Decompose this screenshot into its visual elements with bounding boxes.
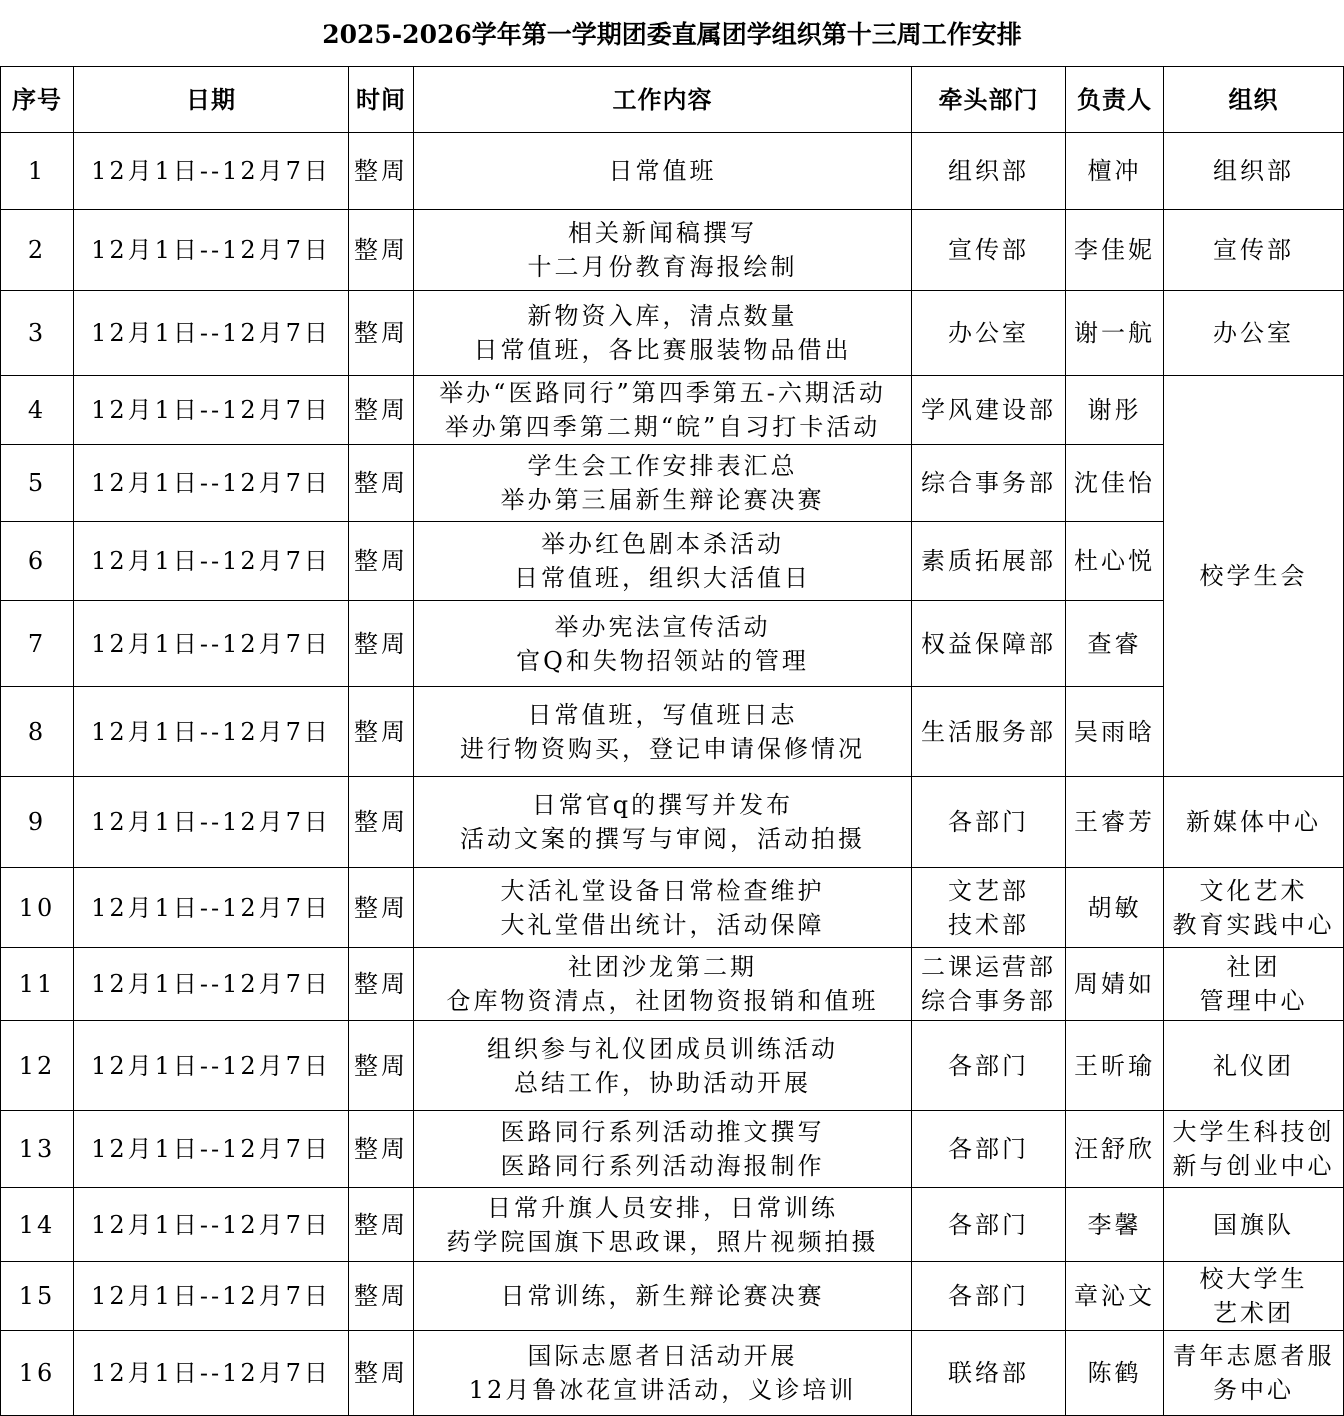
row-index: 13 xyxy=(1,1111,74,1188)
row-index: 5 xyxy=(1,445,74,522)
header-time: 时间 xyxy=(349,67,414,133)
row-dept xyxy=(912,1021,1066,1111)
table-row xyxy=(1,687,1344,777)
row-dept xyxy=(912,210,1066,291)
header-dept: 牵头部门 xyxy=(912,67,1066,133)
row-time: 整周 xyxy=(349,1021,414,1111)
row-content xyxy=(414,868,912,948)
row-dept-line: 各部门 xyxy=(948,1051,1029,1080)
row-org-line: 大学生科技创 xyxy=(1172,1118,1335,1146)
row-content xyxy=(414,1331,912,1416)
row-time: 整周 xyxy=(349,601,414,687)
row-org xyxy=(1164,948,1344,1021)
row-org-line: 校大学生 xyxy=(1199,1265,1308,1293)
row-org xyxy=(1164,210,1344,291)
row-time: 整周 xyxy=(349,1188,414,1262)
row-date: 12月1日--12月7日 xyxy=(74,210,349,291)
header-org: 组织 xyxy=(1164,67,1344,133)
row-content xyxy=(414,210,912,291)
table-row xyxy=(1,291,1344,376)
row-dept-line: 联络部 xyxy=(948,1359,1029,1387)
row-content xyxy=(414,601,912,687)
row-content xyxy=(414,445,912,522)
row-content-line: 日常值班 xyxy=(608,157,717,185)
row-org-line: 办公室 xyxy=(1213,319,1294,347)
row-person: 汪舒欣 xyxy=(1066,1111,1164,1188)
row-content xyxy=(414,687,912,777)
table-row xyxy=(1,1111,1344,1188)
row-date: 12月1日--12月7日 xyxy=(74,601,349,687)
row-time: 整周 xyxy=(349,948,414,1021)
table-row xyxy=(1,948,1344,1021)
row-dept xyxy=(912,868,1066,948)
row-dept-line: 权益保障部 xyxy=(921,629,1056,658)
schedule-table xyxy=(0,66,1344,1416)
row-org-line: 务中心 xyxy=(1213,1376,1294,1404)
row-date: 12月1日--12月7日 xyxy=(74,1021,349,1111)
row-dept-line: 技术部 xyxy=(948,910,1029,939)
row-org-line: 艺术团 xyxy=(1213,1299,1294,1327)
row-dept xyxy=(912,291,1066,376)
row-person: 周婧如 xyxy=(1066,948,1164,1021)
row-person: 李馨 xyxy=(1066,1188,1164,1262)
row-content xyxy=(414,777,912,868)
row-person: 谢彤 xyxy=(1066,376,1164,445)
row-date: 12月1日--12月7日 xyxy=(74,777,349,868)
row-content-line: 十二月份教育海报绘制 xyxy=(527,253,798,281)
row-index: 6 xyxy=(1,522,74,601)
row-org-line: 组织部 xyxy=(1213,157,1294,185)
row-time: 整周 xyxy=(349,1111,414,1188)
row-content-line: 举办第四季第二期“皖”自习打卡活动 xyxy=(444,413,881,441)
row-content-line: 相关新闻稿撰写 xyxy=(568,219,757,247)
row-dept xyxy=(912,1188,1066,1262)
row-content-line: 日常值班，各比赛服装物品借出 xyxy=(473,336,852,364)
row-org xyxy=(1164,133,1344,210)
row-content-line: 医路同行系列活动海报制作 xyxy=(500,1152,825,1180)
row-content xyxy=(414,522,912,601)
row-index: 7 xyxy=(1,601,74,687)
row-content-line: 日常值班，写值班日志 xyxy=(527,700,798,729)
row-org xyxy=(1164,291,1344,376)
row-org-line: 国旗队 xyxy=(1213,1210,1294,1239)
row-org xyxy=(1164,1262,1344,1331)
row-org-line: 文化艺术 xyxy=(1199,876,1308,905)
table-row xyxy=(1,376,1344,445)
row-time: 整周 xyxy=(349,1331,414,1416)
header-person: 负责人 xyxy=(1066,67,1164,133)
row-person: 檀冲 xyxy=(1066,133,1164,210)
row-dept-line: 生活服务部 xyxy=(921,717,1056,746)
row-org-line: 教育实践中心 xyxy=(1172,910,1335,939)
row-person: 谢一航 xyxy=(1066,291,1164,376)
row-content-line: 新物资入库，清点数量 xyxy=(527,302,798,330)
row-index: 15 xyxy=(1,1262,74,1331)
row-org-line: 青年志愿者服 xyxy=(1172,1342,1335,1370)
header-row xyxy=(1,67,1344,133)
row-time: 整周 xyxy=(349,868,414,948)
row-content-line: 仓库物资清点，社团物资报销和值班 xyxy=(446,987,879,1015)
row-date: 12月1日--12月7日 xyxy=(74,1331,349,1416)
row-index: 14 xyxy=(1,1188,74,1262)
row-person: 陈鹤 xyxy=(1066,1331,1164,1416)
row-content-line: 日常升旗人员安排，日常训练 xyxy=(487,1193,838,1222)
row-time: 整周 xyxy=(349,133,414,210)
table-row xyxy=(1,445,1344,522)
row-index: 16 xyxy=(1,1331,74,1416)
row-dept xyxy=(912,777,1066,868)
row-person: 王昕瑜 xyxy=(1066,1021,1164,1111)
row-content-line: 学生会工作安排表汇总 xyxy=(527,452,798,480)
row-content xyxy=(414,1262,912,1331)
row-content-line: 举办宪法宣传活动 xyxy=(554,612,771,641)
table-row xyxy=(1,1331,1344,1416)
row-time: 整周 xyxy=(349,445,414,522)
row-dept xyxy=(912,1111,1066,1188)
row-time: 整周 xyxy=(349,210,414,291)
row-content xyxy=(414,133,912,210)
row-dept xyxy=(912,601,1066,687)
row-org-line: 新与创业中心 xyxy=(1172,1152,1335,1180)
row-content-line: 日常训练，新生辩论赛决赛 xyxy=(500,1282,825,1310)
row-content-line: 12月鲁冰花宣讲活动，义诊培训 xyxy=(468,1376,857,1404)
row-dept xyxy=(912,522,1066,601)
row-org-line: 校学生会 xyxy=(1199,562,1308,590)
table-row xyxy=(1,133,1344,210)
row-date: 12月1日--12月7日 xyxy=(74,948,349,1021)
row-org xyxy=(1164,868,1344,948)
row-person: 查睿 xyxy=(1066,601,1164,687)
row-org-line: 新媒体中心 xyxy=(1186,808,1321,836)
row-index: 11 xyxy=(1,948,74,1021)
table-row xyxy=(1,601,1344,687)
row-dept xyxy=(912,948,1066,1021)
page-title: 2025-2026学年第一学期团委直属团学组织第十三周工作安排 xyxy=(322,20,1022,49)
row-content-line: 组织参与礼仪团成员训练活动 xyxy=(487,1034,838,1063)
row-date: 12月1日--12月7日 xyxy=(74,445,349,522)
row-content-line: 社团沙龙第二期 xyxy=(568,953,757,981)
table-row xyxy=(1,1021,1344,1111)
row-org xyxy=(1164,376,1344,777)
row-index: 3 xyxy=(1,291,74,376)
row-date: 12月1日--12月7日 xyxy=(74,133,349,210)
row-dept-line: 各部门 xyxy=(948,1282,1029,1310)
row-content-line: 进行物资购买，登记申请保修情况 xyxy=(460,734,865,763)
row-content-line: 举办“医路同行”第四季第五-六期活动 xyxy=(439,379,886,407)
row-org-line: 管理中心 xyxy=(1199,987,1308,1015)
row-dept-line: 各部门 xyxy=(948,808,1029,836)
table-row xyxy=(1,1262,1344,1331)
row-content-line: 大礼堂借出统计，活动保障 xyxy=(500,910,825,939)
row-content-line: 举办第三届新生辩论赛决赛 xyxy=(500,486,825,514)
row-dept xyxy=(912,133,1066,210)
row-content-line: 药学院国旗下思政课，照片视频拍摄 xyxy=(446,1227,879,1256)
row-dept-line: 办公室 xyxy=(948,319,1029,347)
row-dept-line: 综合事务部 xyxy=(921,469,1056,497)
row-index: 1 xyxy=(1,133,74,210)
row-content xyxy=(414,1188,912,1262)
table-row xyxy=(1,1188,1344,1262)
row-date: 12月1日--12月7日 xyxy=(74,1262,349,1331)
table-row xyxy=(1,522,1344,601)
row-dept xyxy=(912,687,1066,777)
row-dept-line: 二课运营部 xyxy=(921,953,1056,981)
row-content-line: 医路同行系列活动推文撰写 xyxy=(500,1118,825,1146)
row-index: 10 xyxy=(1,868,74,948)
row-dept-line: 组织部 xyxy=(948,157,1029,185)
row-person: 李佳妮 xyxy=(1066,210,1164,291)
row-dept xyxy=(912,1331,1066,1416)
row-index: 8 xyxy=(1,687,74,777)
row-time: 整周 xyxy=(349,291,414,376)
row-org-line: 宣传部 xyxy=(1213,236,1294,264)
row-content xyxy=(414,291,912,376)
row-time: 整周 xyxy=(349,687,414,777)
row-date: 12月1日--12月7日 xyxy=(74,1188,349,1262)
table-row xyxy=(1,777,1344,868)
row-dept-line: 素质拓展部 xyxy=(921,547,1056,575)
header-content: 工作内容 xyxy=(414,67,912,133)
row-org-line: 社团 xyxy=(1226,953,1281,981)
row-content xyxy=(414,1021,912,1111)
row-time: 整周 xyxy=(349,376,414,445)
row-person: 吴雨晗 xyxy=(1066,687,1164,777)
row-content-line: 大活礼堂设备日常检查维护 xyxy=(500,876,825,905)
row-person: 胡敏 xyxy=(1066,868,1164,948)
row-org xyxy=(1164,777,1344,868)
row-date: 12月1日--12月7日 xyxy=(74,687,349,777)
row-date: 12月1日--12月7日 xyxy=(74,522,349,601)
row-date: 12月1日--12月7日 xyxy=(74,376,349,445)
row-dept-line: 各部门 xyxy=(948,1135,1029,1163)
row-date: 12月1日--12月7日 xyxy=(74,291,349,376)
row-dept xyxy=(912,1262,1066,1331)
row-content xyxy=(414,376,912,445)
row-org xyxy=(1164,1188,1344,1262)
row-content-line: 总结工作，协助活动开展 xyxy=(514,1068,811,1097)
row-dept-line: 学风建设部 xyxy=(921,396,1056,424)
table-row xyxy=(1,210,1344,291)
row-content-line: 国际志愿者日活动开展 xyxy=(527,1342,798,1370)
row-date: 12月1日--12月7日 xyxy=(74,868,349,948)
row-content xyxy=(414,948,912,1021)
row-dept-line: 各部门 xyxy=(948,1210,1029,1239)
row-org-line: 礼仪团 xyxy=(1213,1051,1294,1080)
row-content-line: 官Q和失物招领站的管理 xyxy=(516,646,809,675)
row-dept xyxy=(912,376,1066,445)
row-index: 2 xyxy=(1,210,74,291)
row-time: 整周 xyxy=(349,777,414,868)
row-person: 王睿芳 xyxy=(1066,777,1164,868)
row-date: 12月1日--12月7日 xyxy=(74,1111,349,1188)
row-time: 整周 xyxy=(349,1262,414,1331)
header-index: 序号 xyxy=(1,67,74,133)
header-date: 日期 xyxy=(74,67,349,133)
row-person: 杜心悦 xyxy=(1066,522,1164,601)
row-content-line: 活动文案的撰写与审阅，活动拍摄 xyxy=(460,825,865,853)
row-content xyxy=(414,1111,912,1188)
row-time: 整周 xyxy=(349,522,414,601)
row-org xyxy=(1164,1331,1344,1416)
row-index: 12 xyxy=(1,1021,74,1111)
row-person: 章沁文 xyxy=(1066,1262,1164,1331)
row-person: 沈佳怡 xyxy=(1066,445,1164,522)
row-content-line: 举办红色剧本杀活动 xyxy=(541,530,784,558)
row-index: 4 xyxy=(1,376,74,445)
row-content-line: 日常值班，组织大活值日 xyxy=(514,564,811,592)
table-row xyxy=(1,868,1344,948)
row-index: 9 xyxy=(1,777,74,868)
row-dept-line: 综合事务部 xyxy=(921,987,1056,1015)
row-org xyxy=(1164,1111,1344,1188)
row-dept-line: 文艺部 xyxy=(948,876,1029,905)
row-dept xyxy=(912,445,1066,522)
row-content-line: 日常官q的撰写并发布 xyxy=(531,791,794,819)
table-body xyxy=(1,133,1344,1416)
row-org xyxy=(1164,1021,1344,1111)
row-dept-line: 宣传部 xyxy=(948,236,1029,264)
